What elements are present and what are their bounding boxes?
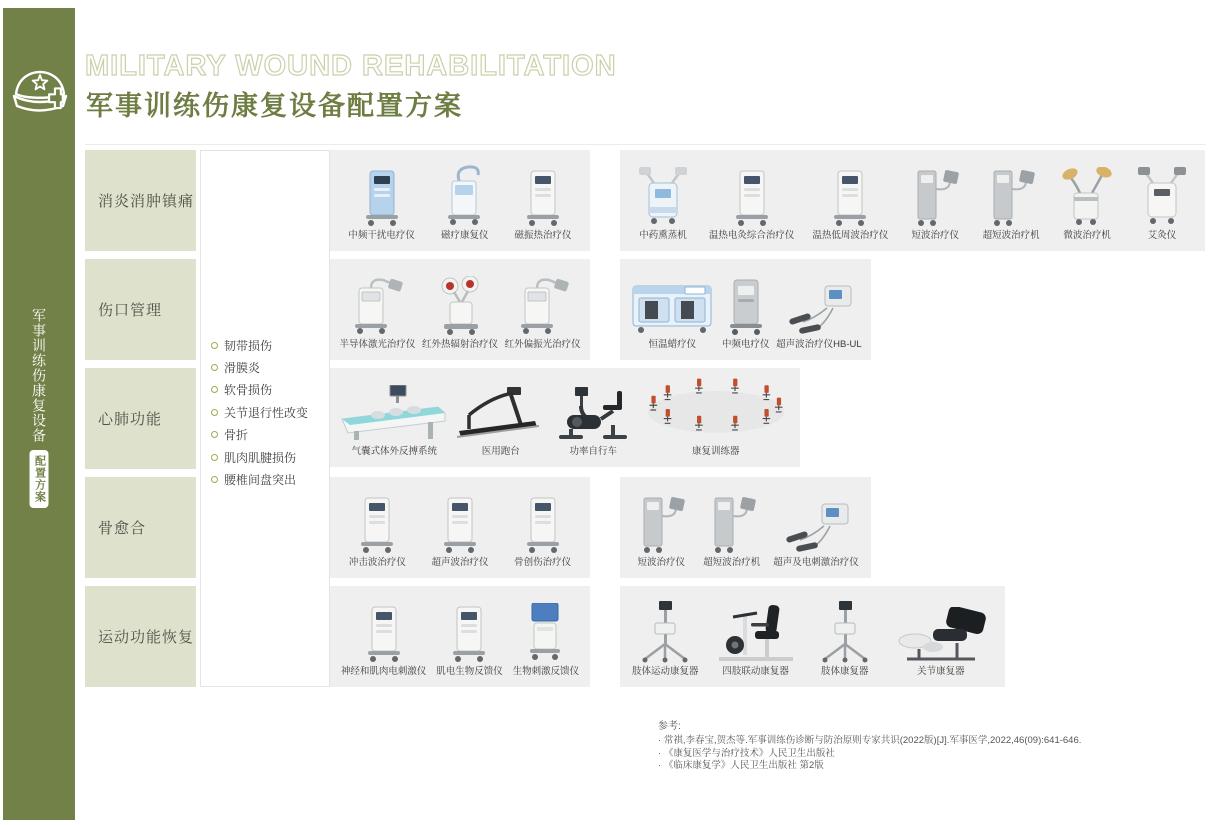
cabinet-white-image bbox=[730, 169, 774, 227]
equipment-label: 医用跑台 bbox=[481, 446, 520, 457]
equipment-item bbox=[348, 169, 415, 242]
equipment-item bbox=[632, 494, 690, 569]
linkage-trainer-image bbox=[711, 601, 801, 663]
sidebar-vertical-title: 军事训练伤康复设备 bbox=[31, 308, 47, 443]
lamp-stand-image bbox=[428, 276, 492, 336]
divider-line bbox=[85, 144, 1206, 145]
injury-list-item bbox=[211, 356, 308, 378]
injury-list-item bbox=[211, 334, 308, 356]
equipment-item bbox=[812, 169, 888, 242]
equipment-item bbox=[551, 385, 635, 458]
recliner-image bbox=[889, 607, 993, 663]
equipment-item bbox=[339, 276, 415, 351]
page-title: 军事训练伤康复设备配置方案 bbox=[86, 91, 463, 121]
ecp-bed-image bbox=[338, 385, 450, 443]
dual-arm-white-image bbox=[1134, 167, 1190, 227]
equipment-label: 短波治疗仪 bbox=[911, 230, 959, 241]
equipment-item bbox=[515, 169, 572, 242]
references-heading: 参考: bbox=[658, 721, 681, 732]
equipment-item bbox=[906, 167, 964, 242]
category-anti-inflammation: 消炎消肿镇痛 bbox=[85, 150, 196, 251]
injury-list bbox=[211, 334, 308, 491]
equipment-label: 关节康复器 bbox=[917, 666, 965, 677]
military-cap-icon bbox=[10, 64, 70, 120]
bullet-circle-icon bbox=[211, 476, 218, 483]
equipment-panel bbox=[620, 259, 871, 360]
equipment-item bbox=[514, 496, 571, 569]
cabinet-arm-gray-image bbox=[906, 167, 964, 227]
equipment-label: 超声及电刺激治疗仪 bbox=[773, 557, 859, 568]
equipment-label: 温热电灸综合治疗仪 bbox=[708, 230, 795, 241]
equipment-label: 神经和肌肉电刺激仪 bbox=[340, 666, 427, 677]
equipment-item bbox=[422, 276, 498, 351]
equipment-item bbox=[889, 607, 993, 678]
cabinet-gray-image bbox=[724, 278, 768, 336]
bullet-circle-icon bbox=[211, 409, 218, 416]
injury-label: 关节退行性改变 bbox=[224, 405, 309, 420]
cabinet-white-image bbox=[828, 169, 872, 227]
equipment-item bbox=[349, 496, 406, 569]
reference-item: · 《康复医学与治疗技术》人民卫生出版社 bbox=[658, 748, 1081, 761]
injury-label: 腰椎间盘突出 bbox=[224, 473, 297, 488]
equipment-panel bbox=[620, 586, 1005, 687]
equipment-panel bbox=[330, 150, 590, 251]
dual-arm-blue-image bbox=[635, 167, 691, 227]
equipment-item bbox=[431, 496, 488, 569]
injury-list-box bbox=[200, 150, 330, 687]
category-motor-recovery: 运动功能恢复 bbox=[85, 586, 196, 687]
equipment-item bbox=[455, 385, 547, 458]
equipment-panel bbox=[330, 477, 590, 578]
injury-list-item bbox=[211, 468, 308, 490]
equipment-item bbox=[1058, 167, 1116, 242]
training-chairs-image bbox=[640, 377, 792, 443]
references bbox=[658, 717, 1081, 773]
equipment-item bbox=[813, 601, 877, 678]
bullet-circle-icon bbox=[211, 364, 218, 371]
equipment-item bbox=[1134, 167, 1190, 242]
equipment-item bbox=[505, 276, 581, 351]
equipment-label: 肢体运动康复器 bbox=[632, 666, 699, 677]
cabinet-white-image bbox=[355, 496, 399, 554]
exercise-bike-image bbox=[551, 385, 635, 443]
equipment-panel bbox=[330, 259, 590, 360]
title-english: MILITARY WOUND REHABILITATION bbox=[85, 50, 617, 82]
equipment-item bbox=[440, 165, 490, 242]
equipment-item bbox=[341, 605, 427, 678]
equipment-panel bbox=[620, 477, 871, 578]
category-wound-management: 伤口管理 bbox=[85, 259, 196, 360]
cabinet-blue-image bbox=[360, 169, 404, 227]
cabinet-arm-gray-image bbox=[982, 167, 1040, 227]
bullet-circle-icon bbox=[211, 342, 218, 349]
injury-label: 滑膜炎 bbox=[224, 361, 261, 376]
equipment-label: 恒温蜡疗仪 bbox=[648, 339, 697, 350]
equipment-label: 骨创伤治疗仪 bbox=[514, 557, 572, 568]
equipment-panel bbox=[620, 150, 1205, 251]
probe-device-image bbox=[780, 500, 852, 554]
equipment-label: 肌电生物反馈仪 bbox=[436, 666, 503, 677]
cabinet-white-image bbox=[521, 169, 565, 227]
reference-item: · 常祺,李春宝,贺杰等.军事训练伤诊断与防治原则专家共识(2022版)[J].军事医学,2022,46(09):641-646. bbox=[658, 735, 1081, 748]
dual-paddle-image bbox=[1058, 167, 1116, 227]
injury-list-item bbox=[211, 424, 308, 446]
bullet-circle-icon bbox=[211, 431, 218, 438]
reference-item: · 《临床康复学》人民卫生出版社 第2版 bbox=[658, 760, 1081, 773]
bullet-circle-icon bbox=[211, 454, 218, 461]
screen-cart-image bbox=[522, 603, 570, 663]
cabinet-arm-gray-image bbox=[632, 494, 690, 554]
equipment-item bbox=[513, 603, 580, 678]
cabinet-arm-gray-image bbox=[703, 494, 761, 554]
equipment-panel bbox=[330, 368, 800, 467]
equipment-item bbox=[635, 167, 691, 242]
injury-list-item bbox=[211, 401, 308, 423]
equipment-label: 中频干扰电疗仪 bbox=[348, 230, 415, 241]
standing-frame-image bbox=[633, 601, 697, 663]
equipment-item bbox=[629, 280, 715, 351]
equipment-label: 红外偏振光治疗仪 bbox=[504, 339, 581, 350]
injury-label: 软骨损伤 bbox=[224, 383, 273, 398]
cabinet-white-image bbox=[438, 496, 482, 554]
cabinet-white-image bbox=[521, 496, 565, 554]
injury-label: 骨折 bbox=[224, 428, 249, 443]
equipment-label: 康复训练器 bbox=[691, 446, 740, 457]
equipment-item bbox=[640, 377, 792, 458]
equipment-label: 超短波治疗机 bbox=[982, 230, 1040, 241]
injury-list-item bbox=[211, 446, 308, 468]
equipment-item bbox=[436, 605, 503, 678]
equipment-item bbox=[632, 601, 699, 678]
equipment-label: 功率自行车 bbox=[569, 446, 617, 457]
left-sidebar bbox=[3, 8, 75, 820]
treadmill-image bbox=[455, 385, 547, 443]
cabinet-arm-white-image bbox=[515, 276, 571, 336]
equipment-label: 超声波治疗仪 bbox=[431, 557, 489, 568]
equipment-item bbox=[982, 167, 1040, 242]
cabinet-white-image bbox=[447, 605, 491, 663]
equipment-label: 超短波治疗机 bbox=[703, 557, 761, 568]
equipment-label: 肢体康复器 bbox=[821, 666, 869, 677]
injury-list-item bbox=[211, 379, 308, 401]
references-list bbox=[658, 735, 1081, 773]
category-cardiopulmonary: 心肺功能 bbox=[85, 368, 196, 469]
injury-label: 肌肉肌腱损伤 bbox=[224, 450, 297, 465]
equipment-item bbox=[776, 282, 862, 351]
equipment-label: 红外热辐射治疗仪 bbox=[421, 339, 498, 350]
equipment-label: 微波治疗机 bbox=[1063, 230, 1111, 241]
equipment-label: 四肢联动康复器 bbox=[722, 666, 789, 677]
equipment-item bbox=[773, 500, 859, 569]
equipment-panel bbox=[330, 586, 590, 687]
equipment-label: 短波治疗仪 bbox=[637, 557, 685, 568]
equipment-label: 艾灸仪 bbox=[1147, 230, 1177, 241]
sidebar-badge: 配置方案 bbox=[30, 450, 49, 508]
equipment-label: 冲击波治疗仪 bbox=[348, 557, 406, 568]
equipment-label: 温热低周波治疗仪 bbox=[812, 230, 889, 241]
equipment-label: 中药熏蒸机 bbox=[639, 230, 687, 241]
cabinet-arm-tall-image bbox=[440, 165, 490, 227]
category-bone-healing: 骨愈合 bbox=[85, 477, 196, 578]
equipment-label: 中频电疗仪 bbox=[721, 339, 770, 350]
bullet-circle-icon bbox=[211, 386, 218, 393]
equipment-item bbox=[709, 169, 795, 242]
equipment-item bbox=[711, 601, 801, 678]
equipment-label: 气囊式体外反搏系统 bbox=[351, 446, 437, 457]
equipment-label: 生物刺激反馈仪 bbox=[512, 666, 580, 677]
cabinet-arm-white-image bbox=[349, 276, 405, 336]
cabinet-white-image bbox=[362, 605, 406, 663]
standing-frame-image bbox=[813, 601, 877, 663]
injury-label: 韧带损伤 bbox=[224, 338, 273, 353]
equipment-item bbox=[722, 278, 770, 351]
wax-box-image bbox=[629, 280, 715, 336]
equipment-label: 超声波治疗仪HB-UL bbox=[776, 339, 862, 350]
equipment-label: 磁振热治疗仪 bbox=[514, 230, 572, 241]
equipment-item bbox=[703, 494, 761, 569]
equipment-label: 磁疗康复仪 bbox=[440, 230, 489, 241]
probe-device-image bbox=[783, 282, 855, 336]
equipment-label: 半导体激光治疗仪 bbox=[339, 339, 416, 350]
equipment-item bbox=[338, 385, 450, 458]
